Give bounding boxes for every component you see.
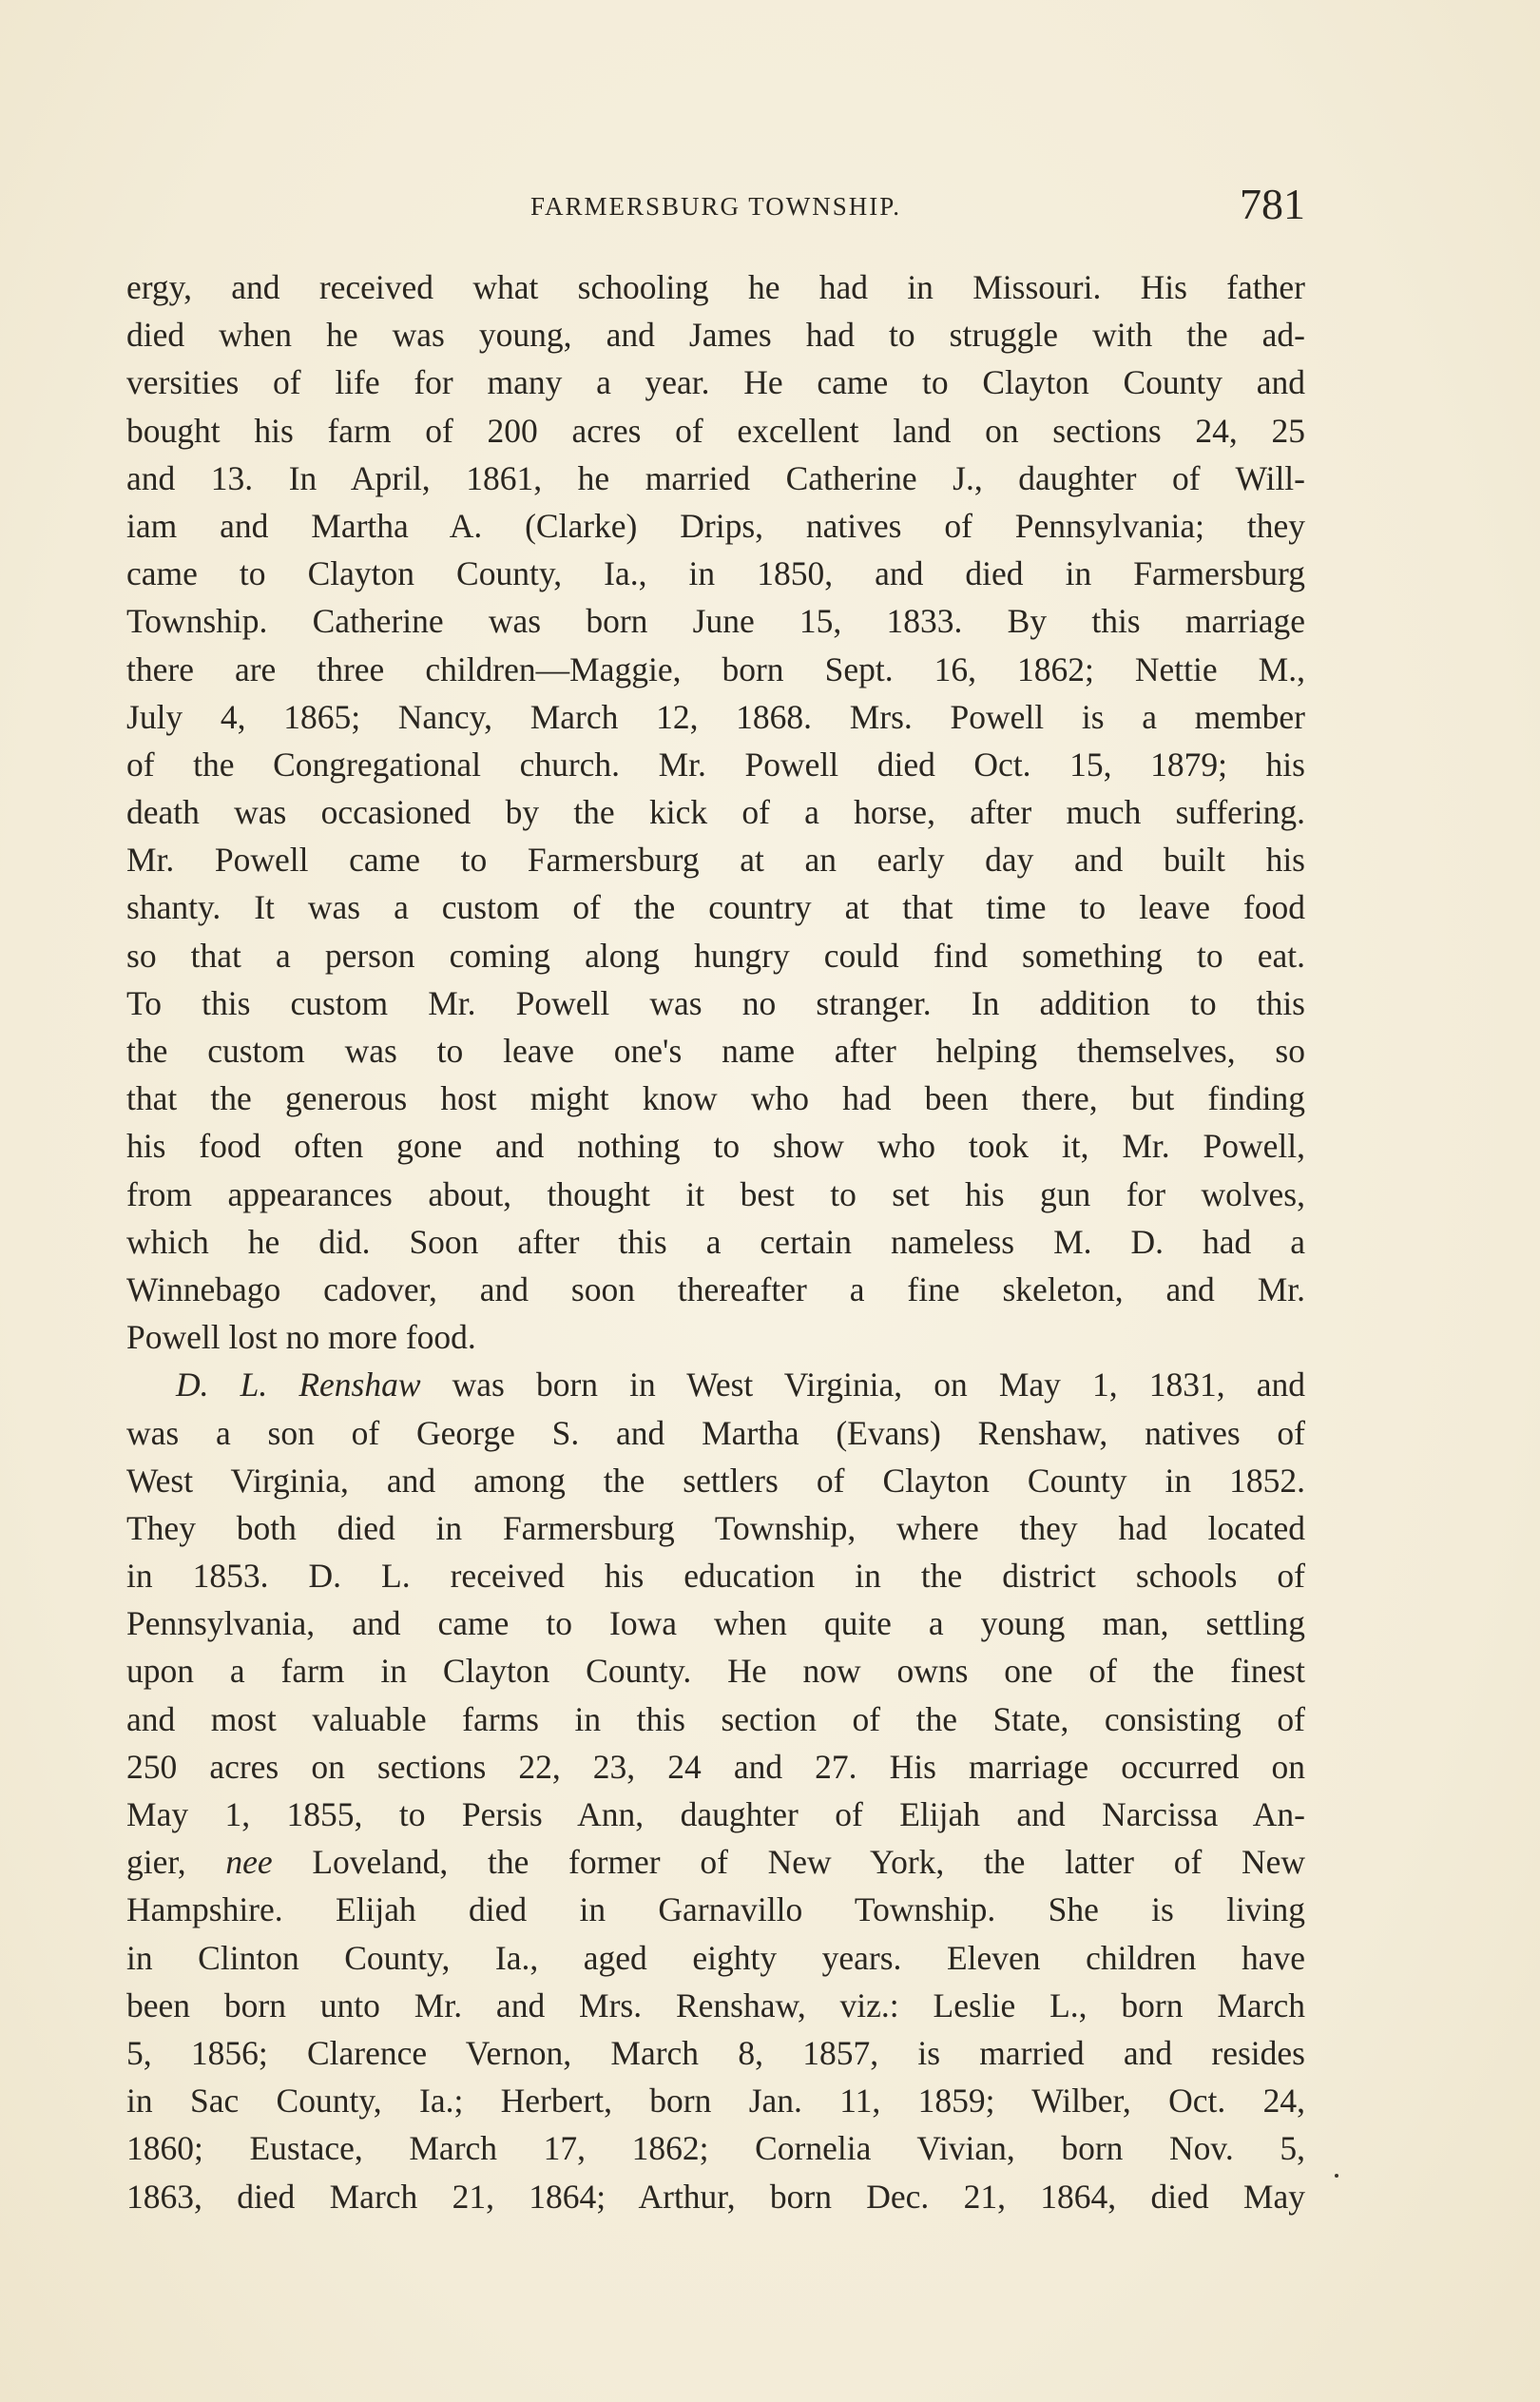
text-line: iam and Martha A. (Clarke) Drips, natives of Pennsylvania; they (126, 506, 1305, 545)
text-line: They both died in Farmersburg Township, where they had located (126, 1508, 1305, 1547)
text-line: Township. Catherine was born June 15, 1833. By this marriage (126, 602, 1305, 641)
text-line: Pennsylvania, and came to Iowa when quite a young man, settling (126, 1604, 1305, 1643)
text-line: bought his farm of 200 acres of excellent land on sections 24, 25 (126, 411, 1305, 450)
text-line: West Virginia, and among the settlers of Clayton County in 1852. (126, 1461, 1305, 1500)
text-line: July 4, 1865; Nancy, March 12, 1868. Mrs. Powell is a member (126, 697, 1305, 736)
text-line: 5, 1856; Clarence Vernon, March 8, 1857, is married and resides (126, 2033, 1305, 2072)
text-line: which he did. Soon after this a certain nameless M. D. had a (126, 1222, 1305, 1261)
text-line: Mr. Powell came to Farmersburg at an early day and built his (126, 841, 1305, 880)
paragraph-end-line: Powell lost no more food. (126, 1318, 476, 1357)
line-rest: was born in West Virginia, on May 1, 1831, and (420, 1366, 1305, 1404)
text-line: ergy, and received what schooling he had in Missouri. His father (126, 268, 1305, 306)
text-line (126, 1838, 1305, 1886)
nee-italic: nee (225, 1843, 273, 1882)
text-line: the custom was to leave one's name after helping themselves, so (126, 1032, 1305, 1070)
text-line: in 1853. D. L. received his education in the district schools of (126, 1557, 1305, 1596)
text-line: 1863, died March 21, 1864; Arthur, born Dec. 21, 1864, died May (126, 2177, 1305, 2216)
paragraph-start-line (126, 1361, 1305, 1408)
text-line: Hampshire. Elijah died in Garnavillo Township. She is living (126, 1890, 1305, 1929)
text-line: came to Clayton County, Ia., in 1850, and died in Farmersburg (126, 554, 1305, 593)
text-line: shanty. It was a custom of the country at that time to leave food (126, 888, 1305, 927)
text-line: been born unto Mr. and Mrs. Renshaw, viz.: Leslie L., born March (126, 1986, 1305, 2024)
text-line: there are three children—Maggie, born Sept. 16, 1862; Nettie M., (126, 649, 1305, 688)
text-line: To this custom Mr. Powell was no stranger. In addition to this (126, 983, 1305, 1022)
text-line: and most valuable farms in this section of the State, consisting of (126, 1699, 1305, 1738)
text-line: death was occasioned by the kick of a horse, after much suffering. (126, 793, 1305, 832)
running-head (126, 179, 1305, 236)
line-start: gier, (126, 1843, 226, 1882)
text-line: so that a person coming along hungry could find something to eat. (126, 936, 1305, 975)
text-line: 250 acres on sections 22, 23, 24 and 27. His marriage occurred on (126, 1747, 1305, 1786)
text-line: 1860; Eustace, March 17, 1862; Cornelia Vivian, born Nov. 5, (126, 2129, 1305, 2168)
line-rest: Loveland, the former of New York, the latter of New (272, 1843, 1305, 1882)
ink-speck (1335, 2174, 1338, 2178)
text-line: Winnebago cadover, and soon thereafter a fine skeleton, and Mr. (126, 1269, 1305, 1308)
text-line: his food often gone and nothing to show who took it, Mr. Powell, (126, 1127, 1305, 1166)
page-number: 781 (1240, 180, 1305, 228)
body-text (126, 263, 1305, 2220)
text-line: from appearances about, thought it best to set his gun for wolves, (126, 1174, 1305, 1213)
text-line: in Sac County, Ia.; Herbert, born Jan. 11, 1859; Wilber, Oct. 24, (126, 2082, 1305, 2121)
text-line: and 13. In April, 1861, he married Catherine J., daughter of Will- (126, 458, 1305, 497)
text-line: upon a farm in Clayton County. He now owns one of the finest (126, 1652, 1305, 1691)
text-line: versities of life for many a year. He came to Clayton County and (126, 363, 1305, 402)
running-title: FARMERSBURG TOWNSHIP. (529, 192, 902, 221)
text-line: died when he was young, and James had to struggle with the ad- (126, 316, 1305, 355)
text-line: that the generous host might know who had been there, but finding (126, 1079, 1305, 1118)
text-line: of the Congregational church. Mr. Powell died Oct. 15, 1879; his (126, 745, 1305, 784)
text-line: was a son of George S. and Martha (Evans) Renshaw, natives of (126, 1413, 1305, 1452)
text-line: May 1, 1855, to Persis Ann, daughter of Elijah and Narcissa An- (126, 1795, 1305, 1833)
text-line: in Clinton County, Ia., aged eighty years. Eleven children have (126, 1938, 1305, 1977)
person-name-italic: D. L. Renshaw (176, 1366, 421, 1404)
